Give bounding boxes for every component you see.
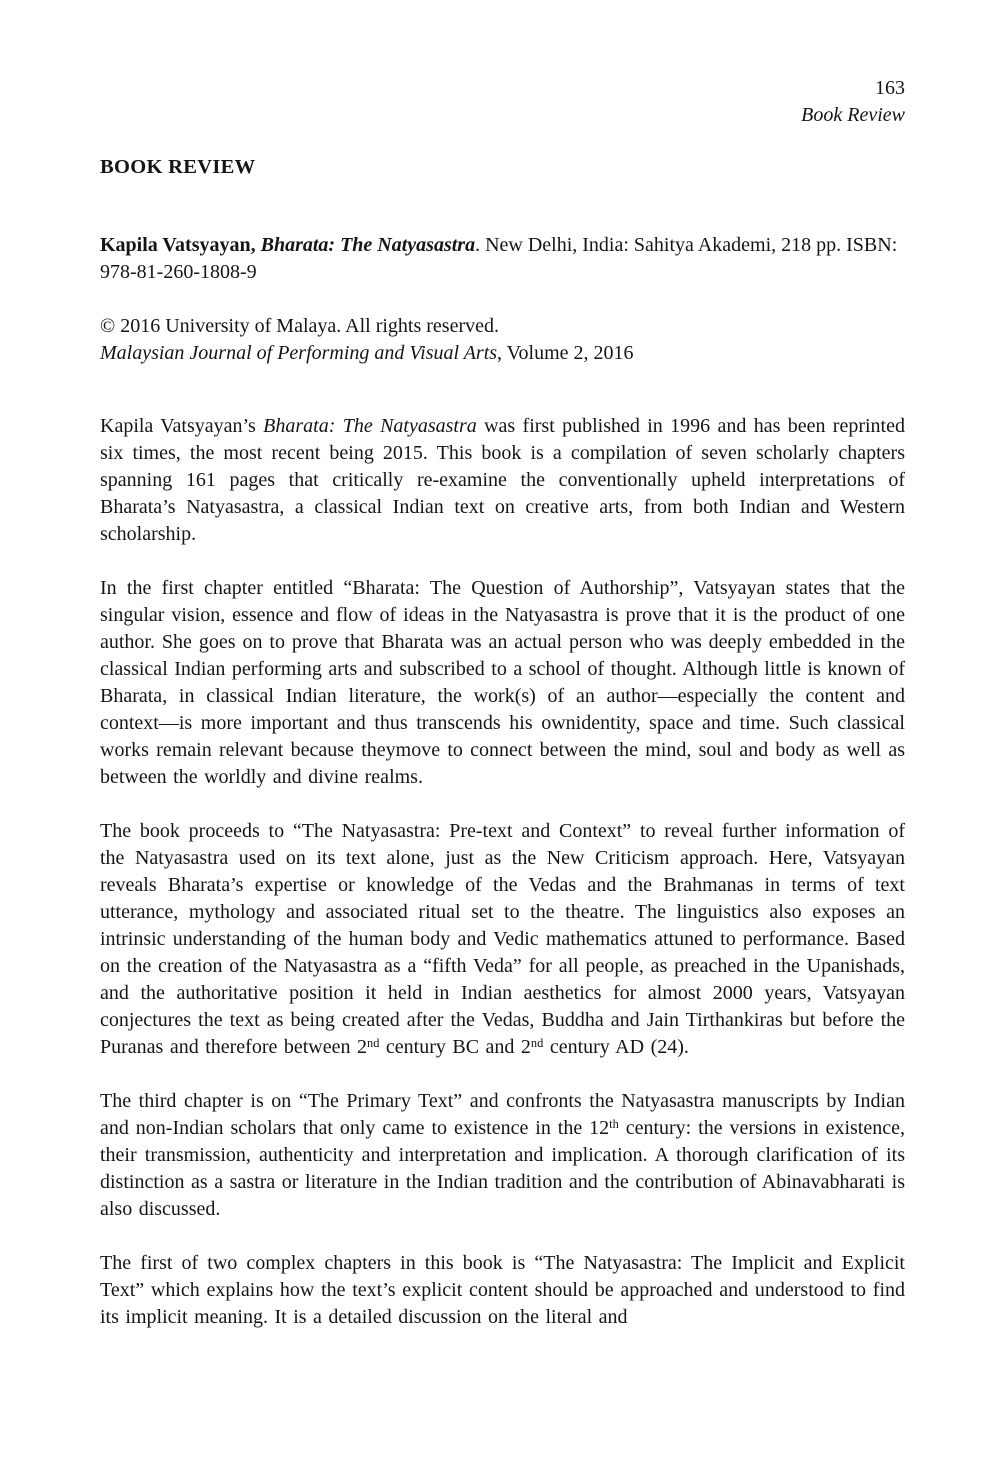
text-segment: Bharata: The Natyasastra xyxy=(260,234,476,256)
text-segment: century BC and 2 xyxy=(379,1036,531,1058)
copyright-block xyxy=(100,313,905,367)
body-paragraph xyxy=(100,1088,905,1223)
superscript-text: nd xyxy=(367,1036,380,1051)
text-segment: Kapila Vatsyayan, xyxy=(100,234,261,256)
text-segment: The first of two complex chapters in this book is “The Natyasastra: The Implicit and Explicit Text” which explains how the text’s explicit content should be approached and understood to find its implicit meaning. It is a detailed discussion on the literal and xyxy=(100,1252,905,1328)
superscript-text: nd xyxy=(530,1036,544,1051)
page-number: 163 xyxy=(875,77,905,99)
running-head: Book Review xyxy=(801,104,905,126)
text-segment: . New Delhi, India: Sahitya Akademi, 218 pp. ISBN: 978-81-260-1808-9 xyxy=(100,234,898,283)
text-segment: century: the versions in existence, their transmission, authenticity and interpretation and implication. A thorough clarification of its distinction as a sastra or literature in the Indian tradition and the contribution of Abinavabharati is also discussed. xyxy=(100,1117,905,1220)
body-paragraph xyxy=(100,413,905,548)
text-segment: Kapila Vatsyayan’s xyxy=(100,415,264,437)
imprint-line xyxy=(100,340,905,367)
book-citation xyxy=(100,232,905,286)
body-paragraph xyxy=(100,818,905,1061)
text-segment: In the first chapter entitled “Bharata: The Question of Authorship”, Vatsyayan states that the singular vision, essence and flow of ideas in the Natyasastra is prove that it is the product of one author. She goes on to prove that Bharata was an actual person who was deeply embedded in the classical Indian performing arts and subscribed to a school of thought. Although little is known of Bharata, in classical Indian literature, the work(s) of an author—especially the content and context—is more important and thus transcends his ownidentity, space and time. Such classical works remain relevant because theymove to connect between the mind, soul and body as well as between the worldly and divine realms. xyxy=(100,577,905,788)
body-paragraph xyxy=(100,1250,905,1331)
body-paragraph xyxy=(100,575,905,791)
text-segment: The book proceeds to “The Natyasastra: Pre-text and Context” to reveal further information of the Natyasastra used on its text alone, just as the New Criticism approach. Here, Vatsyayan reveals Bharata’s expertise or knowledge of the Vedas and the Brahmanas in terms of text utterance, mythology and associated ritual set to the theatre. The linguistics also exposes an intrinsic understanding of the human body and Vedic mathematics attuned to performance. Based on the creation of the Natyasastra as a “fifth Veda” for all people, as preached in the Upanishads, and the authoritative position it held in Indian aesthetics for almost 2000 years, Vatsyayan conjectures the text as being created after the Vedas, Buddha and Jain Tirthankiras but before the Puranas and therefore between 2 xyxy=(100,820,905,1058)
text-segment: Bharata: The Natyasastra xyxy=(263,415,477,437)
text-segment: century AD (24). xyxy=(543,1036,689,1058)
text-segment: , Volume 2, 2016 xyxy=(497,342,634,364)
section-heading: BOOK REVIEW xyxy=(100,156,256,178)
text-segment: © 2016 University of Malaya. All rights reserved. xyxy=(100,315,500,337)
superscript-text: th xyxy=(609,1117,619,1132)
text-segment: The third chapter is on “The Primary Text” and confronts the Natyasastra manuscripts by Indian and non-Indian scholars that only came to existence in the 12 xyxy=(100,1090,905,1139)
review-body xyxy=(100,413,905,1331)
page-header xyxy=(100,75,905,129)
imprint-line xyxy=(100,313,905,340)
text-segment: Malaysian Journal of Performing and Visual Arts xyxy=(100,342,498,364)
text-segment: was first published in 1996 and has been reprinted six times, the most recent being 2015. This book is a compilation of seven scholarly chapters spanning 161 pages that critically re-examine the conventionally upheld interpretations of Bharata’s Natyasastra, a classical Indian text on creative arts, from both Indian and Western scholarship. xyxy=(100,415,905,545)
